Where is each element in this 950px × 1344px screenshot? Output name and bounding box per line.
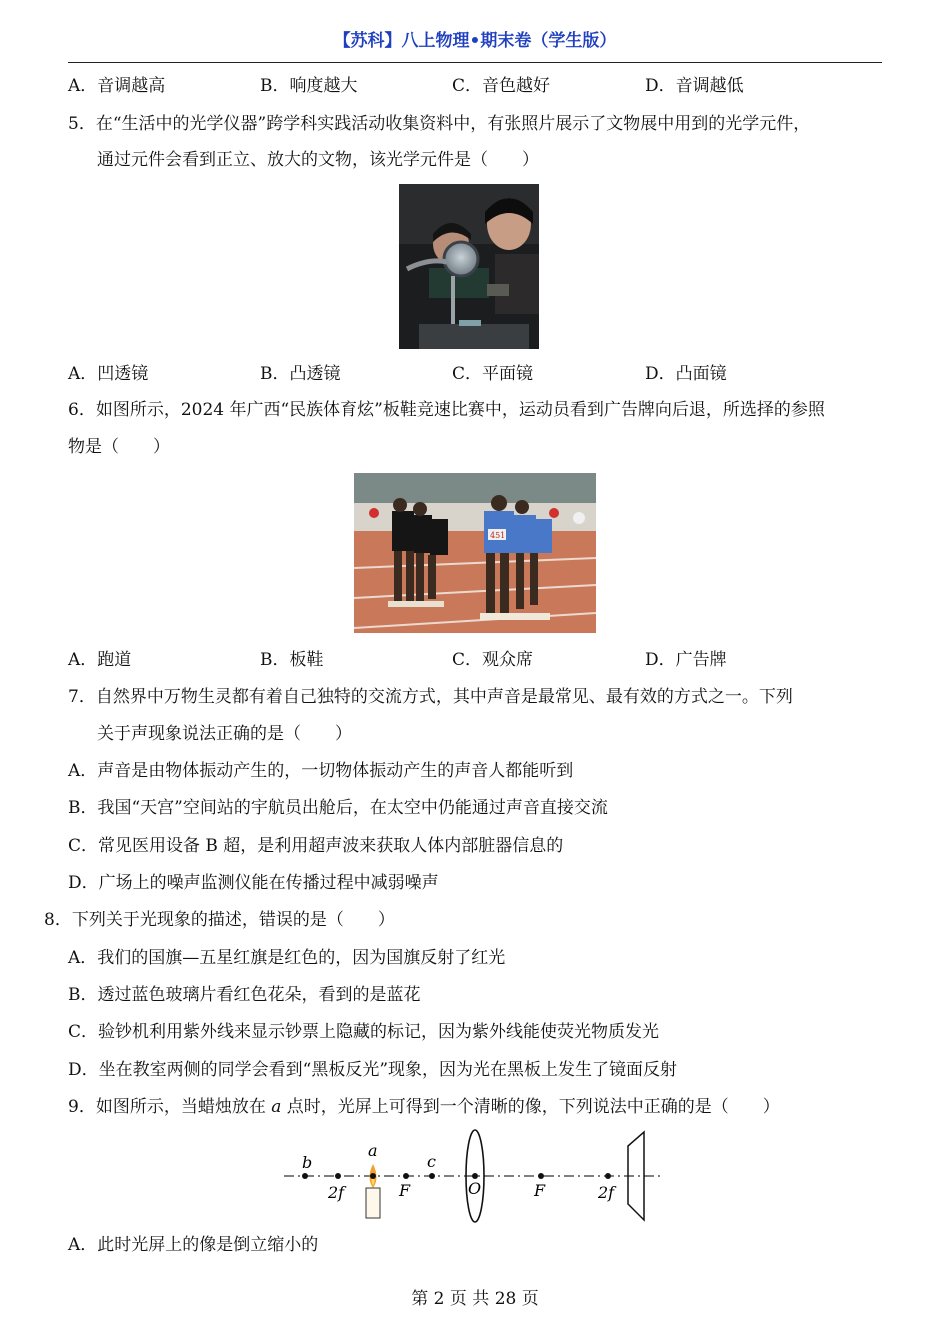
q6-stem-line2: 物是（ ） <box>68 437 170 457</box>
point-b <box>302 1173 308 1179</box>
q7-stem-line2: 关于声现象说法正确的是（ ） <box>97 724 352 744</box>
q4-option-b: B．响度越大 <box>260 76 358 96</box>
point-2f-left <box>335 1173 341 1179</box>
q8-option-c: C．验钞机利用紫外线来显示钞票上隐藏的标记，因为紫外线能使荧光物质发光 <box>68 1022 660 1042</box>
board-shoe-race-photo <box>354 473 596 633</box>
q9-stem-line1: 9．如图所示，当蜡烛放在 a 点时，光屏上可得到一个清晰的像，下列说法中正确的是（ ） <box>68 1097 780 1117</box>
q9-option-a: A．此时光屏上的像是倒立缩小的 <box>68 1235 319 1255</box>
label-o: O <box>468 1179 482 1198</box>
q5-option-d: D．凸面镜 <box>645 364 727 384</box>
runner-bib-number: 451 <box>490 531 506 540</box>
label-f-right: F <box>534 1181 546 1200</box>
q5-option-b: B．凸透镜 <box>260 364 341 384</box>
label-a: a <box>368 1141 378 1160</box>
candle-icon <box>366 1164 380 1218</box>
header-divider <box>68 62 882 63</box>
q8-option-b: B．透过蓝色玻璃片看红色花朵，看到的是蓝花 <box>68 985 421 1005</box>
point-a <box>370 1173 376 1179</box>
label-2f-left: 2f <box>328 1183 345 1202</box>
q5-stem-line2: 通过元件会看到正立、放大的文物，该光学元件是（ ） <box>97 150 539 170</box>
q6-option-d: D．广告牌 <box>645 650 727 670</box>
point-f-left <box>403 1173 409 1179</box>
q7-option-c: C．常见医用设备 B 超，是利用超声波来获取人体内部脏器信息的 <box>68 836 564 856</box>
q7-option-d: D．广场上的噪声监测仪能在传播过程中减弱噪声 <box>68 873 439 893</box>
label-f-left: F <box>399 1181 411 1200</box>
page-footer: 第 2 页 共 28 页 <box>411 1289 539 1309</box>
q6-option-c: C．观众席 <box>452 650 534 670</box>
q8-stem-line1: 8．下列关于光现象的描述，错误的是（ ） <box>44 910 395 930</box>
point-f-right <box>538 1173 544 1179</box>
label-b: b <box>302 1153 313 1172</box>
document-header: 【苏科】八上物理•期末卷（学生版） <box>333 31 617 51</box>
q7-option-a: A．声音是由物体振动产生的，一切物体振动产生的声音人都能听到 <box>68 761 574 781</box>
q6-option-a: A．跑道 <box>68 650 132 670</box>
label-2f-right: 2f <box>598 1183 615 1202</box>
lens-diagram <box>282 1126 667 1226</box>
q6-stem-line1: 6．如图所示，2024 年广西“民族体育炫”板鞋竞速比赛中，运动员看到广告牌向后退，所选择的参照 <box>68 400 825 420</box>
q4-option-a: A．音调越高 <box>68 76 166 96</box>
q4-option-c: C．音色越好 <box>452 76 551 96</box>
q4-option-d: D．音调越低 <box>645 76 744 96</box>
q5-option-c: C．平面镜 <box>452 364 534 384</box>
q6-option-b: B．板鞋 <box>260 650 324 670</box>
q8-option-d: D．坐在教室两侧的同学会看到“黑板反光”现象，因为光在黑板上发生了镜面反射 <box>68 1060 678 1080</box>
q5-option-a: A．凹透镜 <box>68 364 149 384</box>
point-2f-right <box>605 1173 611 1179</box>
q8-option-a: A．我们的国旗—五星红旗是红色的，因为国旗反射了红光 <box>68 948 506 968</box>
point-c <box>429 1173 435 1179</box>
museum-magnifier-photo <box>399 184 539 349</box>
label-c: c <box>427 1152 436 1171</box>
q7-option-b: B．我国“天宫”空间站的宇航员出舱后，在太空中仍能通过声音直接交流 <box>68 798 608 818</box>
q5-stem-line1: 5．在“生活中的光学仪器”跨学科实践活动收集资料中，有张照片展示了文物展中用到的光学元件， <box>68 114 811 134</box>
q7-stem-line1: 7．自然界中万物生灵都有着自己独特的交流方式，其中声音是最常见、最有效的方式之一。下列 <box>68 687 793 707</box>
